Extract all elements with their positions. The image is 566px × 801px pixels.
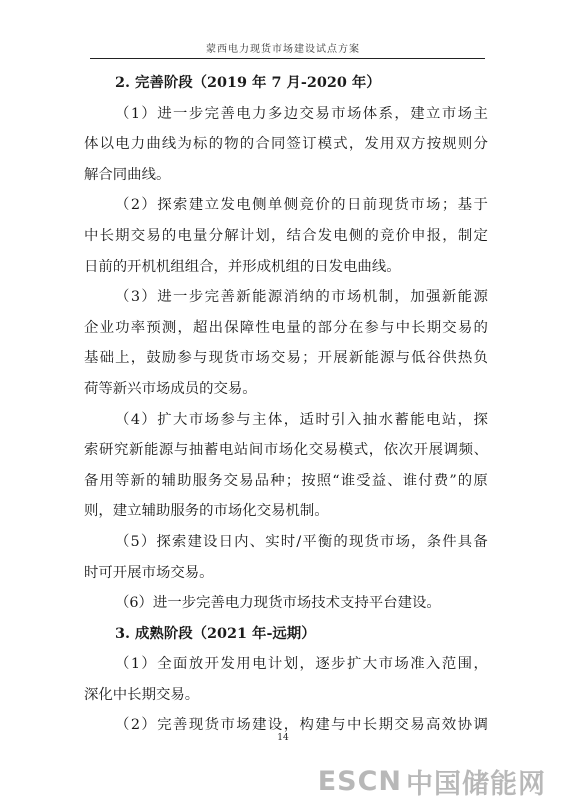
paragraph-last-line: 深化中长期交易。	[84, 686, 200, 703]
paragraph-last-line: 解合同曲线。	[84, 166, 171, 183]
watermark-site-name: 中国储能网	[406, 769, 546, 800]
paragraph-first-line: （ 3 ） 进 一 步 完 善 新 能 源 消 纳 的 市 场 机 制 ， 加 强 新 能 源	[115, 289, 488, 306]
paragraph-last-line: 则，建立辅助服务的市场化交易机制。	[84, 503, 329, 520]
paragraph-first-line: （ 5 ） 探 索 建 设 日 内 、 实 时 / 平 衡 的 现 货 市 场 ， 条 件 具 备	[115, 533, 488, 550]
section-heading: 3. 成熟阶段（2021 年-远期）	[115, 624, 316, 642]
paragraph-line: 备 用 等 新 的 辅 助 服 务 交 易 品 种 ； 按 照 “ 谁 受 益 、 谁 付 费 ” 的 原	[84, 472, 488, 489]
paragraph-first-line: （ 4 ） 扩 大 市 场 参 与 主 体 ， 适 时 引 入 抽 水 蓄 能 电 站 ， 探	[115, 411, 488, 428]
paragraph-first-line: （ 2 ） 完 善 现 货 市 场 建 设 ， 构 建 与 中 长 期 交 易 高 效 协 调	[115, 717, 488, 734]
paragraph-line: 企 业 功 率 预 测 ， 超 出 保 障 性 电 量 的 部 分 在 参 与 中 长 期 交 易 的	[84, 319, 488, 336]
document-body	[84, 68, 488, 741]
paragraph-first-line: （ 1 ） 进 一 步 完 善 电 力 多 边 交 易 市 场 体 系 ， 建 立 市 场 主	[115, 105, 488, 122]
paragraph-line: 索 研 究 新 能 源 与 抽 蓄 电 站 间 市 场 化 交 易 模 式 ， 依 次 开 展 调 频 、	[84, 442, 488, 459]
paragraph-first-line: （ 2 ） 探 索 建 立 发 电 侧 单 侧 竞 价 的 日 前 现 货 市 场 ； 基 于	[115, 197, 488, 214]
section-heading: 2. 完善阶段（2019 年 7 月-2020 年）	[115, 74, 381, 91]
paragraph-first-line: （6）进一步完善电力现货市场技术支持平台建设。	[115, 595, 441, 612]
paragraph-line: 基 础 上 ， 鼓 励 参 与 现 货 市 场 交 易 ； 开 展 新 能 源 与 低 谷 供 热 负	[84, 350, 488, 367]
paragraph-line: 体 以 电 力 曲 线 为 标 的 物 的 合 同 签 订 模 式 ， 发 用 双 方 按 规 则 分	[84, 136, 488, 153]
paragraph-first-line: （ 1 ） 全 面 放 开 发 用 电 计 划 ， 逐 步 扩 大 市 场 准 入 范 围 ，	[115, 656, 488, 673]
running-header: 蒙西电力现货市场建设试点方案	[206, 44, 360, 55]
paragraph-line: 中 长 期 交 易 的 电 量 分 解 计 划 ， 结 合 发 电 侧 的 竞 价 申 报 ， 制 定	[84, 227, 488, 244]
paragraph-last-line: 时可开展市场交易。	[84, 564, 214, 581]
page-number: 14	[277, 733, 289, 743]
header-rule	[90, 58, 485, 59]
paragraph-last-line: 荷等新兴市场成员的交易。	[84, 380, 257, 397]
site-watermark	[318, 762, 546, 801]
watermark-logo: ESCN	[317, 766, 402, 797]
paragraph-last-line: 日前的开机机组组合，并形成机组的日发电曲线。	[84, 258, 401, 275]
